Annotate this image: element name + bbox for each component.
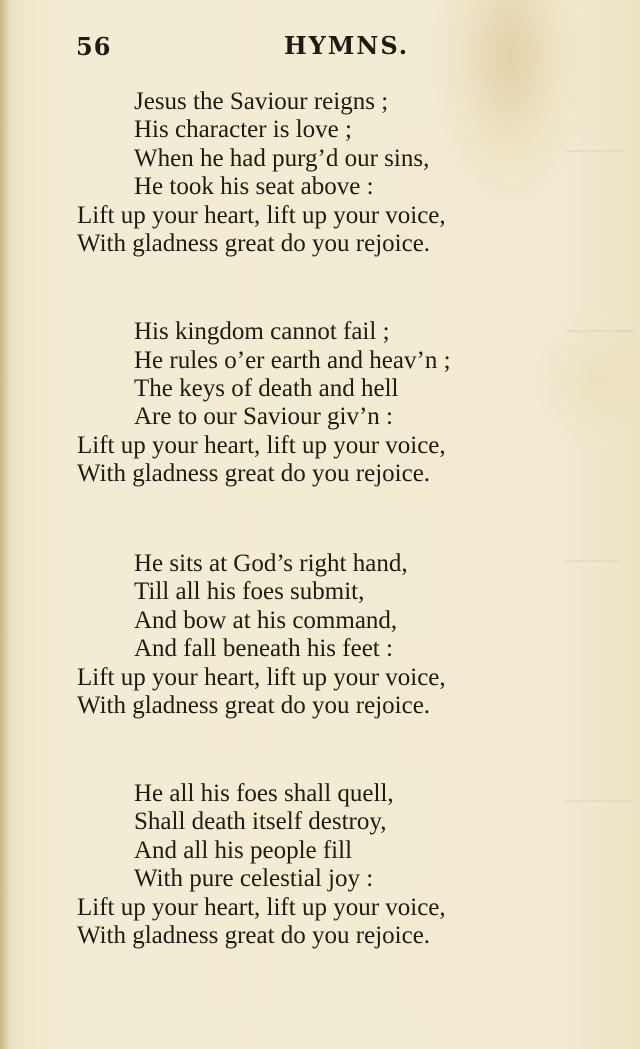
- verse-line: Shall death itself destroy,: [134, 808, 387, 835]
- verse-line: And all his people fill: [134, 837, 353, 864]
- bleed-through-mark: [565, 560, 620, 562]
- verse-line: When he had purg’d our sins,: [134, 145, 430, 172]
- bleed-through-mark: [565, 800, 630, 802]
- refrain-line: With gladness great do you rejoice.: [77, 922, 431, 949]
- running-title: HYMNS.: [284, 31, 410, 60]
- bleed-through-mark: [565, 330, 635, 332]
- verse-line: His kingdom cannot fail ;: [134, 318, 390, 345]
- verse-line: He sits at God’s right hand,: [134, 550, 408, 577]
- verse-line: Jesus the Saviour reigns ;: [134, 88, 389, 115]
- refrain-line: Lift up your heart, lift up your voice,: [77, 664, 446, 691]
- bleed-through-mark: [565, 150, 625, 152]
- verse-line: His character is love ;: [134, 116, 352, 143]
- verse-line: The keys of death and hell: [134, 375, 399, 402]
- verse-line: He took his seat above :: [134, 173, 374, 200]
- refrain-line: Lift up your heart, lift up your voice,: [77, 894, 446, 921]
- page-spine-shadow: [0, 0, 10, 1049]
- verse-line: With pure celestial joy :: [134, 865, 374, 892]
- verse-line: He rules o’er earth and heav’n ;: [134, 347, 451, 374]
- verse-line: Till all his foes submit,: [134, 578, 365, 605]
- refrain-line: Lift up your heart, lift up your voice,: [77, 432, 446, 459]
- page-number: 56: [76, 32, 112, 61]
- refrain-line: With gladness great do you rejoice.: [77, 230, 431, 257]
- verse-line: And fall beneath his feet :: [134, 635, 393, 662]
- refrain-line: Lift up your heart, lift up your voice,: [77, 202, 446, 229]
- refrain-line: With gladness great do you rejoice.: [77, 692, 431, 719]
- verse-line: And bow at his command,: [134, 607, 398, 634]
- refrain-line: With gladness great do you rejoice.: [77, 460, 431, 487]
- verse-line: He all his foes shall quell,: [134, 780, 394, 807]
- verse-line: Are to our Saviour giv’n :: [134, 403, 393, 430]
